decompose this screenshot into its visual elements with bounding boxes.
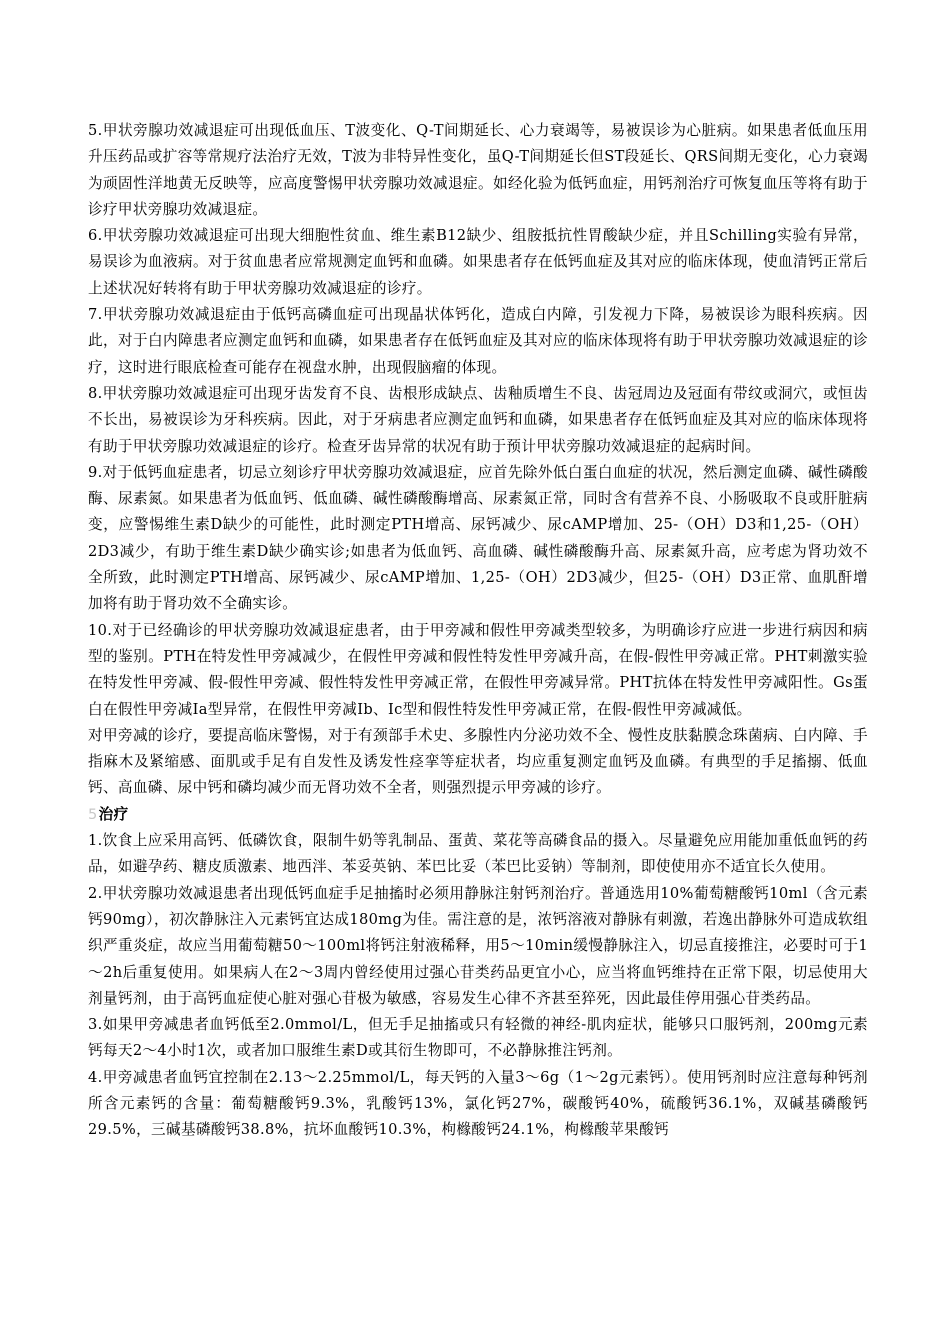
paragraph-item-9: 9.对于低钙血症患者，切忌立刻诊疗甲状旁腺功效减退症，应首先除外低白蛋白血症的状况，然后测定血磷、碱性磷酸酶、尿素氮。如果患者为低血钙、低血磷、碱性磷酸酶增高、尿素氮正常，同时含有营养不良、小肠吸取不良或肝脏病变，应警惕维生素D缺少的可能性，此时测定PTH增高、尿钙减少、尿cAMP增加、25-（OH）D3和1,25-（OH）2D3减少，有助于维生素D缺少确实诊;如患者为低血钙、高血磷、碱性磷酸酶升高、尿素氮升高，应考虑为肾功效不全所致，此时测定PTH增高、尿钙减少、尿cAMP增加、1,25-（OH）2D3减少，但25-（OH）D3正常、血肌酐增加将有助于肾功效不全确实诊。 (88, 463, 868, 613)
section-title: 治疗 (98, 805, 129, 823)
paragraph-item-6: 6.甲状旁腺功效减退症可出现大细胞性贫血、维生素B12缺少、组胺抵抗性胃酸缺少症，并且Schilling实验有异常，易误诊为血液病。对于贫血患者应常规测定血钙和血磷。如果患者存在低钙血症及其对应的临床体现，使血清钙正常后上述状况好转将有助于甲状旁腺功效减退症的诊疗。 (88, 227, 868, 297)
section-number: 5 (88, 805, 98, 823)
treatment-item-3: 3.如果甲旁减患者血钙低至2.0mmol/L，但无手足抽搐或只有轻微的神经-肌肉症状，能够只口服钙剂，200mg元素钙每天2～4小时1次，或者加口服维生素D或其衍生物即可，不必静脉推注钙剂。 (88, 1016, 868, 1060)
treatment-item-4: 4.甲旁减患者血钙宜控制在2.13～2.25mmol/L，每天钙的入量3～6g（1～2g元素钙）。使用钙剂时应注意每种钙剂所含元素钙的含量：葡萄糖酸钙9.3%，乳酸钙13%，氯化钙27%，碳酸钙40%，硫酸钙36.1%，双碱基磷酸钙29.5%，三碱基磷酸钙38.8%，抗坏血酸钙10.3%，枸橼酸钙24.1%，枸橼酸苹果酸钙 (88, 1068, 868, 1139)
treatment-item-1: 1.饮食上应采用高钙、低磷饮食，限制牛奶等乳制品、蛋黄、菜花等高磷食品的摄入。尽量避免应用能加重低血钙的药品，如避孕药、糖皮质激素、地西泮、苯妥英钠、苯巴比妥（苯巴比妥钠）等制剂，即使使用亦不适宜长久使用。 (88, 832, 868, 876)
treatment-item-2: 2.甲状旁腺功效减退患者出现低钙血症手足抽搐时必须用静脉注射钙剂治疗。普通选用10%葡萄糖酸钙10ml（含元素钙90mg），初次静脉注入元素钙宜达成180mg为佳。需注意的是，浓钙溶液对静脉有刺激，若逸出静脉外可造成软组织严重炎症，故应当用葡萄糖50～100ml将钙注射液稀释，用5～10min缓慢静脉注入，切忌直接推注，必要时可于1～2h后重复使用。如果病人在2～3周内曾经使用过强心苷类药品更宜小心，应当将血钙维持在正常下限，切忌使用大剂量钙剂，由于高钙血症使心脏对强心苷极为敏感，容易发生心律不齐甚至猝死，因此最佳停用强心苷类药品。 (88, 884, 868, 1007)
section-heading-treatment (88, 802, 868, 828)
paragraph-item-5: 5.甲状旁腺功效减退症可出现低血压、T波变化、Q-T间期延长、心力衰竭等，易被误诊为心脏病。如果患者低血压用升压药品或扩容等常规疗法治疗无效，T波为非特异性变化，虽Q-T间期延长但ST段延长、QRS间期无变化，心力衰竭为顽固性洋地黄无反映等，应高度警惕甲状旁腺功效减退症。如经化验为低钙血症，用钙剂治疗可恢复血压等将有助于诊疗甲状旁腺功效减退症。 (88, 122, 868, 218)
paragraph-item-7: 7.甲状旁腺功效减退症由于低钙高磷血症可出现晶状体钙化，造成白内障，引发视力下降，易被误诊为眼科疾病。因此，对于白内障患者应测定血钙和血磷，如果患者存在低钙血症及其对应的临床体现将有助于甲状旁腺功效减退症的诊疗，这时进行眼底检查可能存在视盘水肿，出现假脑瘤的体现。 (88, 306, 868, 376)
paragraph-diagnosis-summary: 对甲旁减的诊疗，要提高临床警惕，对于有颈部手术史、多腺性内分泌功效不全、慢性皮肤黏膜念珠菌病、白内障、手指麻木及紧缩感、面肌或手足有自发性及诱发性痉挛等症状者，均应重复测定血钙及血磷。有典型的手足搐搦、低血钙、高血磷、尿中钙和磷均减少而无肾功效不全者，则强烈提示甲旁减的诊疗。 (88, 726, 868, 797)
paragraph-item-8: 8.甲状旁腺功效减退症可出现牙齿发育不良、齿根形成缺点、齿釉质增生不良、齿冠周边及冠面有带纹或洞穴，或恒齿不长出，易被误诊为牙科疾病。因此，对于牙病患者应测定血钙和血磷，如果患者存在低钙血症及其对应的临床体现将有助于甲状旁腺功效减退症的诊疗。检查牙齿异常的状况有助于预计甲状旁腺功效减退症的起病时间。 (88, 384, 868, 455)
paragraph-item-10: 10.对于已经确诊的甲状旁腺功效减退症患者，由于甲旁减和假性甲旁减类型较多，为明确诊疗应进一步进行病因和病型的鉴别。PTH在特发性甲旁减减少，在假性甲旁减和假性特发性甲旁减升高，在假-假性甲旁减正常。PHT刺激实验在特发性甲旁减、假-假性甲旁减、假性特发性甲旁减正常，在假性甲旁减异常。PHT抗体在特发性甲旁减阳性。Gs蛋白在假性甲旁减Ia型异常，在假性甲旁减Ib、Ic型和假性特发性甲旁减正常，在假-假性甲旁减减低。 (88, 621, 868, 718)
document-page (88, 118, 868, 1144)
